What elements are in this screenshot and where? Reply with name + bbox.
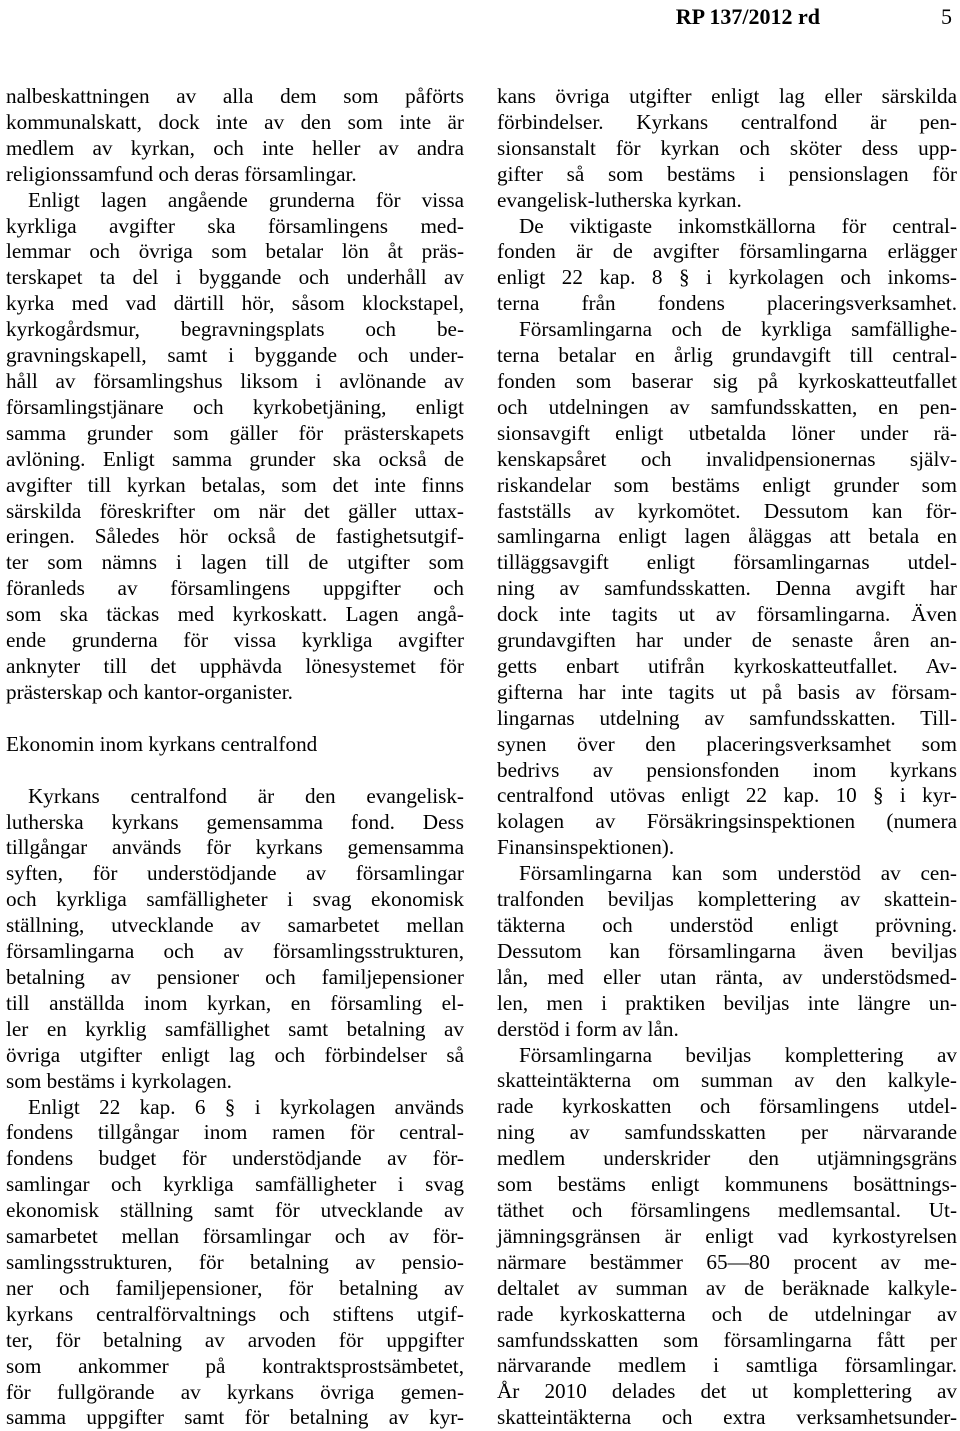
text-line: kyrkans centralförvaltnings och stiftens utgif- — [6, 1301, 464, 1326]
text-line: avgifter till kyrkan betalas, som det inte finns — [6, 472, 464, 497]
right-column — [497, 84, 957, 1431]
text-line: betalning av pensioner och familjepensioner — [6, 965, 464, 989]
text-line: Enligt lagen angående grunderna för vissa — [28, 187, 464, 212]
text-line: som bestäms enligt kommunens bosättnings- — [497, 1172, 957, 1197]
text-line: Kyrkans centralfond är den evangelisk- — [28, 783, 464, 808]
text-line: och kyrkliga samfälligheter i svag ekonomisk — [6, 887, 464, 912]
text-line: samlingarna enligt lagen åläggas att betala en — [497, 524, 957, 549]
text-line: närmare bestämmer 65—80 procent av me- — [497, 1249, 957, 1274]
left-paragraph-3 — [6, 1095, 464, 1431]
section-heading: Ekonomin inom kyrkans centralfond — [6, 731, 318, 756]
page-number: 5 — [941, 4, 952, 29]
text-line: fastställs av kyrkomötet. Dessutom kan för- — [497, 498, 957, 523]
text-line: närvarande medlem i samtliga församlingar. — [497, 1353, 957, 1378]
text-line: fonden är de avgifter församlingarna erlägger — [497, 239, 957, 264]
text-line: Dessutom kan församlingarna även beviljas — [497, 938, 957, 963]
text-line: riskandelar som bestäms enligt grunder som — [497, 472, 957, 497]
text-line: tilläggsavgift enligt församlingarnas utdel- — [497, 550, 957, 575]
text-line: sionsanstalt för kyrkan och sköter dess upp- — [497, 135, 957, 160]
text-line: dock inte tagits ut av församlingarna. Även — [497, 602, 957, 627]
text-line: skatteintäkterna om summan av den kalkyle- — [497, 1068, 957, 1093]
text-line: gifter så som bestäms i pensionslagen för — [497, 161, 957, 186]
text-line: skatteintäkterna och extra verksamhetsunder- — [497, 1405, 957, 1430]
text-line: övriga utgifter enligt lag och förbindelser så — [6, 1042, 464, 1067]
document-reference: RP 137/2012 rd — [675, 4, 820, 29]
text-line: religionssamfund och deras församlingar. — [6, 161, 357, 186]
text-line: fondens budget för understödjande av för- — [6, 1146, 464, 1171]
text-line: anknyter till det upphävda lönesystemet för — [6, 653, 464, 678]
right-paragraph-2 — [497, 214, 957, 862]
text-line: förbindelser. Kyrkans centralfond är pen- — [497, 109, 957, 134]
text-line: syften, för understödjande av församlingar — [6, 861, 464, 886]
text-line: samlingsstrukturen, för betalning av pensio- — [6, 1249, 464, 1274]
text-line: medlem underskrider den utjämningsgräns — [497, 1146, 957, 1171]
text-line: Församlingarna kan som understöd av cen- — [519, 861, 957, 886]
text-line: kyrkogårdsmur, begravningsplats och be- — [6, 317, 464, 342]
text-line: terna betalar en årlig grundavgift till central- — [497, 343, 957, 368]
text-line: särskilda föreskrifter om när det gäller uttax- — [6, 498, 464, 523]
text-line: jämningsgränsen är enligt vad kyrkostyrelsen — [497, 1223, 957, 1248]
text-line: ner och familjepensioner, för betalning av — [6, 1275, 464, 1300]
text-line: enligt 22 kap. 8 § i kyrkolagen och inkoms- — [497, 265, 957, 290]
text-line: kans övriga utgifter enligt lag eller särskilda — [497, 84, 957, 108]
text-line: som ska täckas med kyrkoskatt. Lagen angå- — [6, 602, 464, 627]
text-line: samma grunder som gäller för prästerskapets — [6, 420, 464, 445]
text-line: håll av församlingshus liksom i avlönande av — [6, 368, 464, 393]
text-line: föranleds av församlingens uppgifter och — [6, 576, 464, 601]
text-line: Församlingarna beviljas komplettering av — [519, 1042, 957, 1067]
text-line: ende grunderna för vissa kyrkliga avgifter — [6, 628, 464, 653]
text-line: kolagen av Försäkringsinspektionen (numera — [497, 809, 957, 834]
text-line: De viktigaste inkomstkällorna för central- — [519, 213, 957, 238]
text-line: nalbeskattningen av alla dem som påförts — [6, 84, 464, 108]
text-line: kyrka med vad därtill hör, såsom klockstapel, — [6, 291, 464, 316]
text-line: År 2010 delades det ut komplettering av — [497, 1379, 957, 1404]
right-paragraph-3 — [497, 861, 957, 1042]
text-line: församlingarna och av församlingsstrukturen, — [6, 939, 464, 964]
text-line: täkterna och understöd enligt prövning. — [497, 913, 957, 937]
text-line: medlem av kyrkan, och inte heller av andra — [6, 135, 464, 160]
text-line: för fullgörande av kyrkans övriga gemen- — [6, 1379, 464, 1404]
text-line: som ankommer på kontraktsprostsämbetet, — [6, 1353, 464, 1378]
text-line: bedrivs av pensionsfonden inom kyrkans — [497, 757, 957, 782]
text-line: terna från fondens placeringsverksamhet. — [497, 291, 957, 316]
text-line: Församlingarna och de kyrkliga samfällighe- — [519, 317, 957, 342]
text-line: fondens tillgångar inom ramen för central- — [6, 1120, 464, 1145]
text-line: terskapet ta del i byggande och underhåll av — [6, 265, 464, 290]
text-line: avlöning. Enligt samma grunder ska också de — [6, 446, 464, 471]
text-line: synen över den placeringsverksamhet som — [497, 731, 957, 756]
text-line: tralfonden beviljas komplettering av skattein- — [497, 887, 957, 912]
text-line: samfundsskatten som församlingarna fått per — [497, 1327, 957, 1352]
text-line: rade kyrkoskatten och församlingens utdel- — [497, 1094, 957, 1119]
text-line: centralfond utövas enligt 22 kap. 10 § i kyr- — [497, 783, 957, 808]
text-line: getts enbart utifrån kyrkoskatteutfallet. Av- — [497, 653, 957, 678]
text-line: ter som nämns i lagen till de utgifter som — [6, 550, 464, 575]
text-line: samarbetet mellan församlingar och av för- — [6, 1224, 464, 1249]
text-line: täthet och församlingens medlemsantal. Ut- — [497, 1197, 957, 1222]
left-paragraph-2 — [6, 784, 464, 1095]
text-line: ning av samfundsskatten. Denna avgift har — [497, 576, 957, 601]
text-line: Enligt 22 kap. 6 § i kyrkolagen används — [28, 1094, 464, 1119]
text-line: prästerskap och kantor-organister. — [6, 679, 293, 704]
text-line: kyrkliga avgifter ska församlingens med- — [6, 213, 464, 238]
right-paragraph-4 — [497, 1043, 957, 1431]
text-line: gravningskapell, samt i byggande och under- — [6, 343, 464, 368]
text-line: gifterna har inte tagits ut på basis av försam- — [497, 679, 957, 704]
text-line: Finansinspektionen). — [497, 835, 675, 860]
text-line: kommunalskatt, dock inte av den som inte är — [6, 109, 464, 134]
text-line: grundavgiften har under de senaste åren an- — [497, 628, 957, 653]
text-line: ställning, utvecklande av samarbetet mellan — [6, 913, 464, 938]
left-column — [6, 84, 464, 1431]
text-line: samlingar och kyrkliga samfälligheter i svag — [6, 1172, 464, 1197]
text-line: församlingstjänare och kyrkobetjäning, enligt — [6, 394, 464, 419]
text-line: tillgångar används för kyrkans gemensamma — [6, 835, 464, 860]
text-line: lemmar och övriga som betalar lön åt präs- — [6, 239, 464, 264]
text-line: lingarnas utdelning av samfundsskatten. Till- — [497, 705, 957, 730]
text-line: sionsavgift enligt utbetalda löner under rä- — [497, 420, 957, 445]
text-line: ning av samfundsskatten per närvarande — [497, 1120, 957, 1145]
left-paragraph-1 — [6, 84, 464, 706]
text-line: ler en kyrklig samfällighet samt betalning av — [6, 1016, 464, 1041]
text-line: kenskapsåret och invalidpensionernas själv- — [497, 446, 957, 471]
text-line: lutherska kyrkans gemensamma fond. Dess — [6, 809, 464, 834]
text-line: len, men i praktiken beviljas inte längre un- — [497, 990, 957, 1015]
text-line: deltalet av summan av de beräknade kalkyle- — [497, 1275, 957, 1300]
text-line: till anställda inom kyrkan, en församling el- — [6, 990, 464, 1015]
right-paragraph-1 — [497, 84, 957, 214]
text-line: fonden som baserar sig på kyrkoskatteutfallet — [497, 368, 957, 393]
text-line: eringen. Således hör också de fastighetsutgif- — [6, 524, 464, 549]
text-line: och utdelningen av samfundsskatten, en pen- — [497, 394, 957, 419]
text-line: ter, för betalning av arvoden för uppgifter — [6, 1327, 464, 1352]
text-line: rade kyrkoskatterna och de utdelningar av — [497, 1301, 957, 1326]
text-line: som bestäms i kyrkolagen. — [6, 1068, 232, 1093]
page-header — [0, 4, 960, 34]
text-line: samma uppgifter samt för betalning av kyr- — [6, 1405, 464, 1430]
text-line: evangelisk-lutherska kyrkan. — [497, 187, 742, 212]
text-line: ekonomisk ställning samt för utvecklande av — [6, 1198, 464, 1223]
text-line: lån, med eller utan ränta, av understödsmed- — [497, 964, 957, 989]
text-line: derstöd i form av lån. — [497, 1016, 679, 1041]
